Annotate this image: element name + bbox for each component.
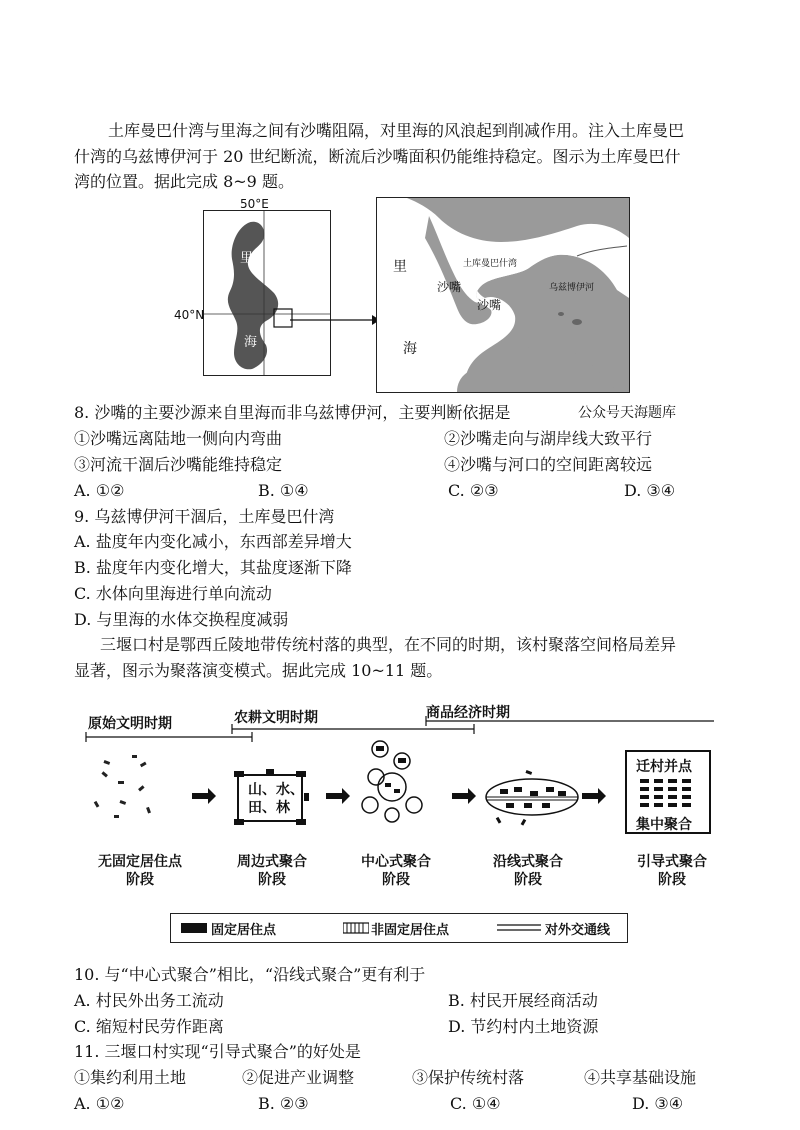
- small-map-hai: 海: [244, 335, 258, 350]
- q8-option-3: ③河流干涸后沙嘴能维持稳定: [74, 455, 283, 474]
- q9-stem: 9. 乌兹博伊河干涸后，土库曼巴什湾: [74, 507, 335, 526]
- stage3-name-line2: 阶段: [382, 872, 410, 888]
- legend-fixed-label: 固定居住点: [211, 923, 277, 938]
- stage1-name: [80, 853, 200, 889]
- intro1-line3: 湾的位置。据此完成 8~9 题。: [74, 172, 294, 191]
- guide-bottom-label: 集中聚合: [636, 817, 692, 833]
- q10-option-d: D. 节约村内土地资源: [448, 1017, 599, 1036]
- q11-answer-c: C. ①④: [450, 1094, 501, 1113]
- q10-option-b: B. 村民开展经商活动: [448, 991, 598, 1010]
- detail-map-svg: [377, 198, 629, 392]
- q8-answer-b: B. ①④: [258, 481, 309, 500]
- bay-label: 土库曼巴什湾: [463, 259, 518, 269]
- legend-nonfixed-swatch: [343, 922, 369, 934]
- q9-option-d: D. 与里海的水体交换程度减弱: [74, 610, 289, 629]
- legend-road-swatch: [497, 923, 541, 933]
- locator-map: [203, 210, 331, 376]
- q10-option-c: C. 缩短村民劳作距离: [74, 1017, 224, 1036]
- q11-option-4: ④共享基础设施: [584, 1068, 697, 1087]
- stage4-name-line2: 阶段: [514, 872, 542, 888]
- intro2-line2: 显著，图示为聚落演变模式。据此完成 10~11 题。: [74, 661, 443, 680]
- q8-answer-c: C. ②③: [448, 481, 499, 500]
- detail-map: [376, 197, 630, 393]
- diagram-legend: [170, 913, 628, 943]
- q8-answer-d: D. ③④: [624, 481, 676, 500]
- settlement-diagram: [80, 715, 730, 845]
- q11-option-3: ③保护传统村落: [412, 1068, 525, 1087]
- stage5-name: [612, 853, 732, 889]
- q8-option-4: ④沙嘴与河口的空间距离较远: [444, 455, 653, 474]
- legend-nonfixed-label: 非固定居住点: [371, 923, 450, 938]
- period-primitive: 原始文明时期: [88, 716, 172, 732]
- stage3-name-line1: 中心式聚合: [361, 854, 431, 870]
- stage1-scattered-points: [94, 755, 151, 818]
- q8-stem: 8. 沙嘴的主要沙源来自里海而非乌兹博伊河，主要判断依据是: [74, 403, 511, 422]
- stage4-name: [468, 853, 588, 889]
- q9-option-c: C. 水体向里海进行单向流动: [74, 584, 272, 603]
- q8-answer-a: A. ①②: [74, 481, 125, 500]
- stage2-name: [212, 853, 332, 889]
- box-label-line2: 田、林: [248, 800, 290, 816]
- big-map-hai: 海: [403, 341, 417, 357]
- watermark-text: 公众号天海题库: [578, 405, 676, 421]
- q10-option-a: A. 村民外出务工流动: [74, 991, 224, 1010]
- stage5-name-line1: 引导式聚合: [637, 854, 707, 870]
- intro1-line2: 什湾的乌兹博伊河于 20 世纪断流，断流后沙嘴面积仍能维持稳定。图示为土库曼巴什: [74, 147, 681, 166]
- spit-label-1: 沙嘴: [437, 280, 462, 294]
- small-map-li: 里: [240, 251, 254, 266]
- q11-stem: 11. 三堰口村实现“引导式聚合”的好处是: [74, 1042, 361, 1061]
- stage1-name-line1: 无固定居住点: [98, 854, 182, 870]
- intro2-line1: 三堰口村是鄂西丘陵地带传统村落的典型，在不同的时期，该村聚落空间格局差异: [100, 635, 677, 654]
- stage2-name-line2: 阶段: [258, 872, 286, 888]
- period-commodity: 商品经济时期: [426, 705, 510, 721]
- latitude-label: 40°N: [174, 308, 205, 322]
- q8-option-2: ②沙嘴走向与湖岸线大致平行: [444, 429, 653, 448]
- stage4-name-line1: 沿线式聚合: [493, 854, 563, 870]
- stage5-name-line2: 阶段: [658, 872, 686, 888]
- river-label: 乌兹博伊河: [549, 283, 595, 293]
- guide-top-label: 迁村并点: [636, 759, 692, 775]
- stage2-name-line1: 周边式聚合: [237, 854, 307, 870]
- q11-answer-a: A. ①②: [74, 1094, 125, 1113]
- box-label-line1: 山、水、: [248, 782, 304, 798]
- q11-answer-d: D. ③④: [632, 1094, 684, 1113]
- q10-stem: 10. 与“中心式聚合”相比，“沿线式聚合”更有利于: [74, 965, 426, 984]
- legend-fixed-swatch: [181, 922, 207, 934]
- q11-option-2: ②促进产业调整: [242, 1068, 355, 1087]
- stage1-name-line2: 阶段: [126, 872, 154, 888]
- intro1-line1: 土库曼巴什湾与里海之间有沙嘴阻隔，对里海的风浪起到削减作用。注入土库曼巴: [108, 121, 685, 140]
- zoom-arrow: [290, 310, 380, 330]
- legend-road-label: 对外交通线: [545, 923, 611, 938]
- locator-map-svg: [204, 211, 330, 375]
- q8-option-1: ①沙嘴远离陆地一侧向内弯曲: [74, 429, 283, 448]
- big-map-li: 里: [393, 259, 407, 275]
- spit-label-2: 沙嘴: [477, 298, 502, 312]
- q11-answer-b: B. ②③: [258, 1094, 309, 1113]
- q11-option-1: ①集约利用土地: [74, 1068, 187, 1087]
- q9-option-b: B. 盐度年内变化增大，其盐度逐渐下降: [74, 558, 352, 577]
- period-farming: 农耕文明时期: [234, 710, 318, 726]
- stage3-name: [336, 853, 456, 889]
- q9-option-a: A. 盐度年内变化减小，东西部差异增大: [74, 532, 352, 551]
- longitude-label: 50°E: [240, 197, 269, 211]
